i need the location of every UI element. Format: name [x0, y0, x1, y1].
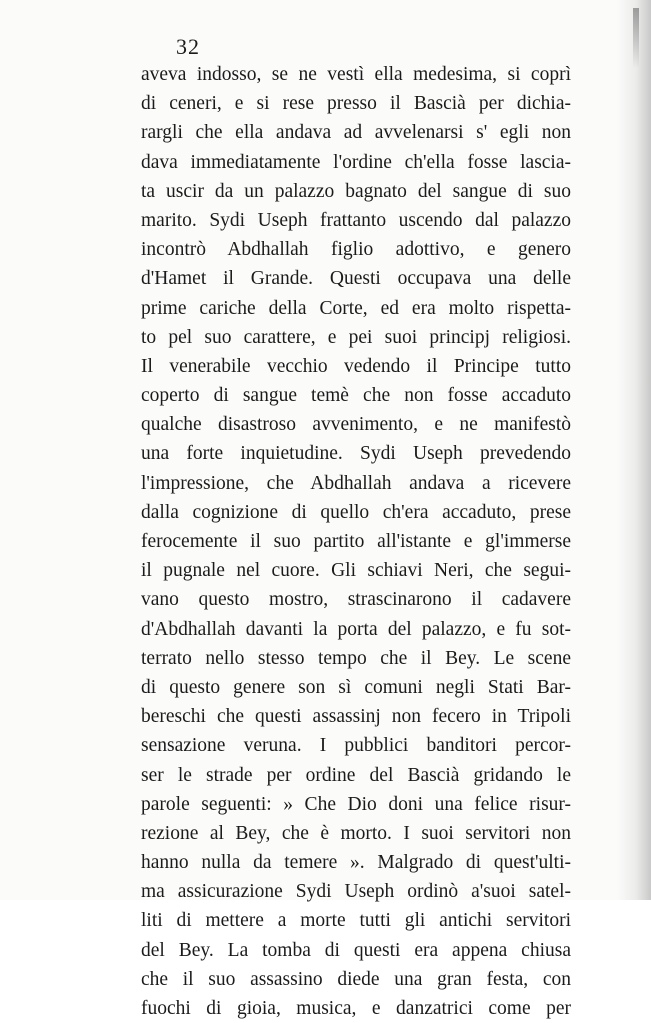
text-line: sensazione veruna. I pubblici banditori percor- [141, 735, 571, 757]
text-line: d'Abdhallah davanti la porta del palazzo, e fu sot- [141, 618, 571, 640]
text-line: liti di mettere a morte tutti gli antichi servitori [141, 910, 571, 932]
text-line: qualche disastroso avvenimento, e ne manifestò [141, 414, 571, 436]
text-line: terrato nello stesso tempo che il Bey. Le scene [141, 647, 571, 669]
text-line: marito. Sydi Useph frattanto uscendo dal palazzo [141, 209, 571, 231]
text-line: una forte inquietudine. Sydi Useph prevedendo [141, 443, 571, 465]
text-line: to pel suo carattere, e pei suoi principj religiosi. [141, 326, 571, 348]
text-line: bereschi che questi assassinj non fecero in Tripoli [141, 706, 571, 728]
text-line: ser le strade per ordine del Bascià gridando le [141, 764, 571, 786]
text-line: il pugnale nel cuore. Gli schiavi Neri, che segui- [141, 560, 571, 582]
text-line: d'Hamet il Grande. Questi occupava una delle [141, 268, 571, 290]
text-line: che il suo assassino diede una gran festa, con [141, 968, 571, 990]
text-line: fuochi di gioia, musica, e danzatrici come per [141, 998, 571, 1019]
text-line: prime cariche della Corte, ed era molto rispetta- [141, 297, 571, 319]
text-line: dava immediatamente l'ordine ch'ella fosse lascia- [141, 151, 571, 173]
text-line: parole seguenti: » Che Dio doni una felice risur- [141, 793, 571, 815]
text-line: coperto di sangue temè che non fosse accaduto [141, 385, 571, 407]
binding-mark [633, 8, 639, 68]
text-line: rezione al Bey, che è morto. I suoi servitori non [141, 822, 571, 844]
body-text [141, 60, 571, 1023]
text-line: dalla cognizione di quello ch'era accaduto, prese [141, 501, 571, 523]
text-line: l'impressione, che Abdhallah andava a ricevere [141, 472, 571, 494]
text-line: aveva indosso, se ne vestì ella medesima, si coprì [141, 64, 571, 85]
text-line: ta uscir da un palazzo bagnato del sangue di suo [141, 180, 571, 202]
binding-shadow [617, 0, 651, 900]
text-line: di ceneri, e si rese presso il Bascià per dichia- [141, 93, 571, 115]
text-line: ferocemente il suo partito all'istante e gl'immerse [141, 531, 571, 552]
text-line: ma assicurazione Sydi Useph ordinò a'suoi satel- [141, 881, 571, 903]
text-line: Il venerabile vecchio vedendo il Principe tutto [141, 355, 571, 377]
page-number: 32 [176, 34, 200, 59]
text-line: hanno nulla da temere ». Malgrado di quest'ulti- [141, 852, 571, 874]
text-line: incontrò Abdhallah figlio adottivo, e genero [141, 239, 571, 261]
text-line: vano questo mostro, strascinarono il cadavere [141, 589, 571, 611]
text-line: del Bey. La tomba di questi era appena chiusa [141, 939, 571, 961]
text-line: rargli che ella andava ad avvelenarsi s' egli non [141, 122, 571, 144]
text-line: di questo genere son sì comuni negli Stati Bar- [141, 676, 571, 698]
